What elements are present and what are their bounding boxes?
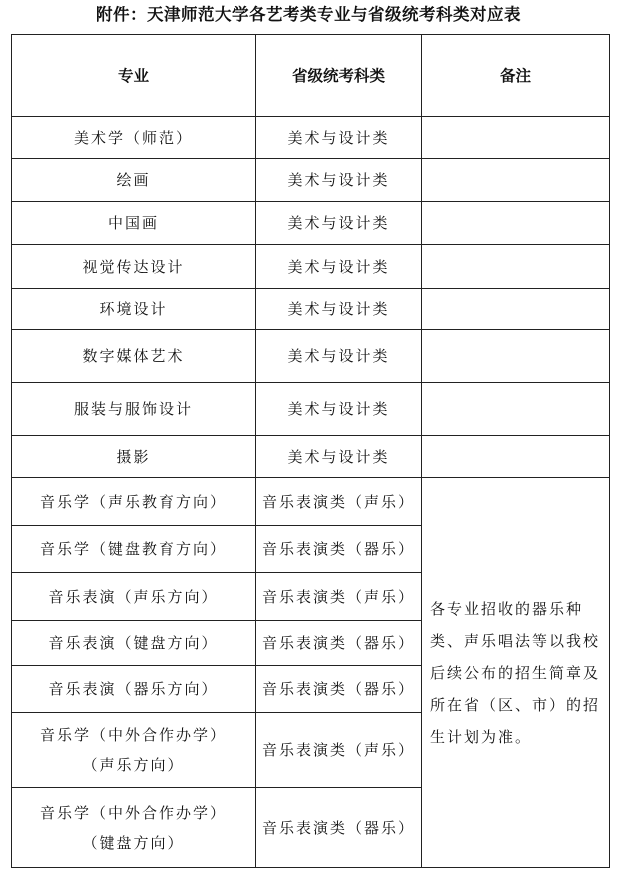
header-note: 备注 xyxy=(422,35,610,117)
table-header-row xyxy=(12,35,610,117)
major-cell xyxy=(12,713,256,788)
note-cell-empty xyxy=(422,202,610,245)
category-cell: 美术与设计类 xyxy=(256,436,422,478)
major-cell: 绘画 xyxy=(12,159,256,202)
note-cell-empty xyxy=(422,245,610,289)
category-cell: 音乐表演类（器乐） xyxy=(256,666,422,713)
table-row xyxy=(12,330,610,383)
table-row xyxy=(12,117,610,159)
major-line: （声乐方向） xyxy=(82,756,185,774)
note-cell-empty xyxy=(422,159,610,202)
category-cell: 美术与设计类 xyxy=(256,289,422,330)
major-line: 音乐学（中外合作办学） xyxy=(39,726,227,744)
major-cell xyxy=(12,788,256,868)
major-cell: 音乐学（键盘教育方向） xyxy=(12,526,256,573)
header-major: 专业 xyxy=(12,35,256,117)
note-cell-empty xyxy=(422,330,610,383)
table-row xyxy=(12,436,610,478)
major-cell: 中国画 xyxy=(12,202,256,245)
major-line: （键盘方向） xyxy=(82,833,185,852)
note-cell-empty xyxy=(422,289,610,330)
major-cell: 音乐学（声乐教育方向） xyxy=(12,478,256,526)
major-cell: 数字媒体艺术 xyxy=(12,330,256,383)
note-cell-empty xyxy=(422,383,610,436)
category-cell: 音乐表演类（器乐） xyxy=(256,526,422,573)
table-row xyxy=(12,159,610,202)
major-cell: 视觉传达设计 xyxy=(12,245,256,289)
category-cell: 音乐表演类（器乐） xyxy=(256,621,422,666)
category-cell: 美术与设计类 xyxy=(256,117,422,159)
note-cell-empty xyxy=(422,436,610,478)
table-row xyxy=(12,245,610,289)
category-cell: 美术与设计类 xyxy=(256,330,422,383)
note-cell-empty xyxy=(422,117,610,159)
category-cell: 音乐表演类（声乐） xyxy=(256,478,422,526)
category-cell: 音乐表演类（声乐） xyxy=(256,573,422,621)
major-line: 音乐学（中外合作办学） xyxy=(39,803,227,822)
table-row xyxy=(12,383,610,436)
major-category-table xyxy=(11,34,610,868)
category-cell: 美术与设计类 xyxy=(256,159,422,202)
document-title: 附件：天津师范大学各艺考类专业与省级统考科类对应表 xyxy=(96,5,521,24)
note-cell: 各专业招收的器乐种类、声乐唱法等以我校后续公布的招生简章及所在省（区、市）的招生计划为准。 xyxy=(422,478,610,868)
major-cell: 环境设计 xyxy=(12,289,256,330)
major-cell: 服装与服饰设计 xyxy=(12,383,256,436)
table-row xyxy=(12,478,610,526)
major-cell: 音乐表演（器乐方向） xyxy=(12,666,256,713)
category-cell: 美术与设计类 xyxy=(256,202,422,245)
table-row xyxy=(12,289,610,330)
category-cell: 美术与设计类 xyxy=(256,383,422,436)
major-cell: 摄影 xyxy=(12,436,256,478)
major-cell: 美术学（师范） xyxy=(12,117,256,159)
category-cell: 美术与设计类 xyxy=(256,245,422,289)
header-category: 省级统考科类 xyxy=(256,35,422,117)
table-row xyxy=(12,202,610,245)
major-cell: 音乐表演（声乐方向） xyxy=(12,573,256,621)
category-cell: 音乐表演类（声乐） xyxy=(256,713,422,788)
category-cell: 音乐表演类（器乐） xyxy=(256,788,422,868)
major-cell: 音乐表演（键盘方向） xyxy=(12,621,256,666)
